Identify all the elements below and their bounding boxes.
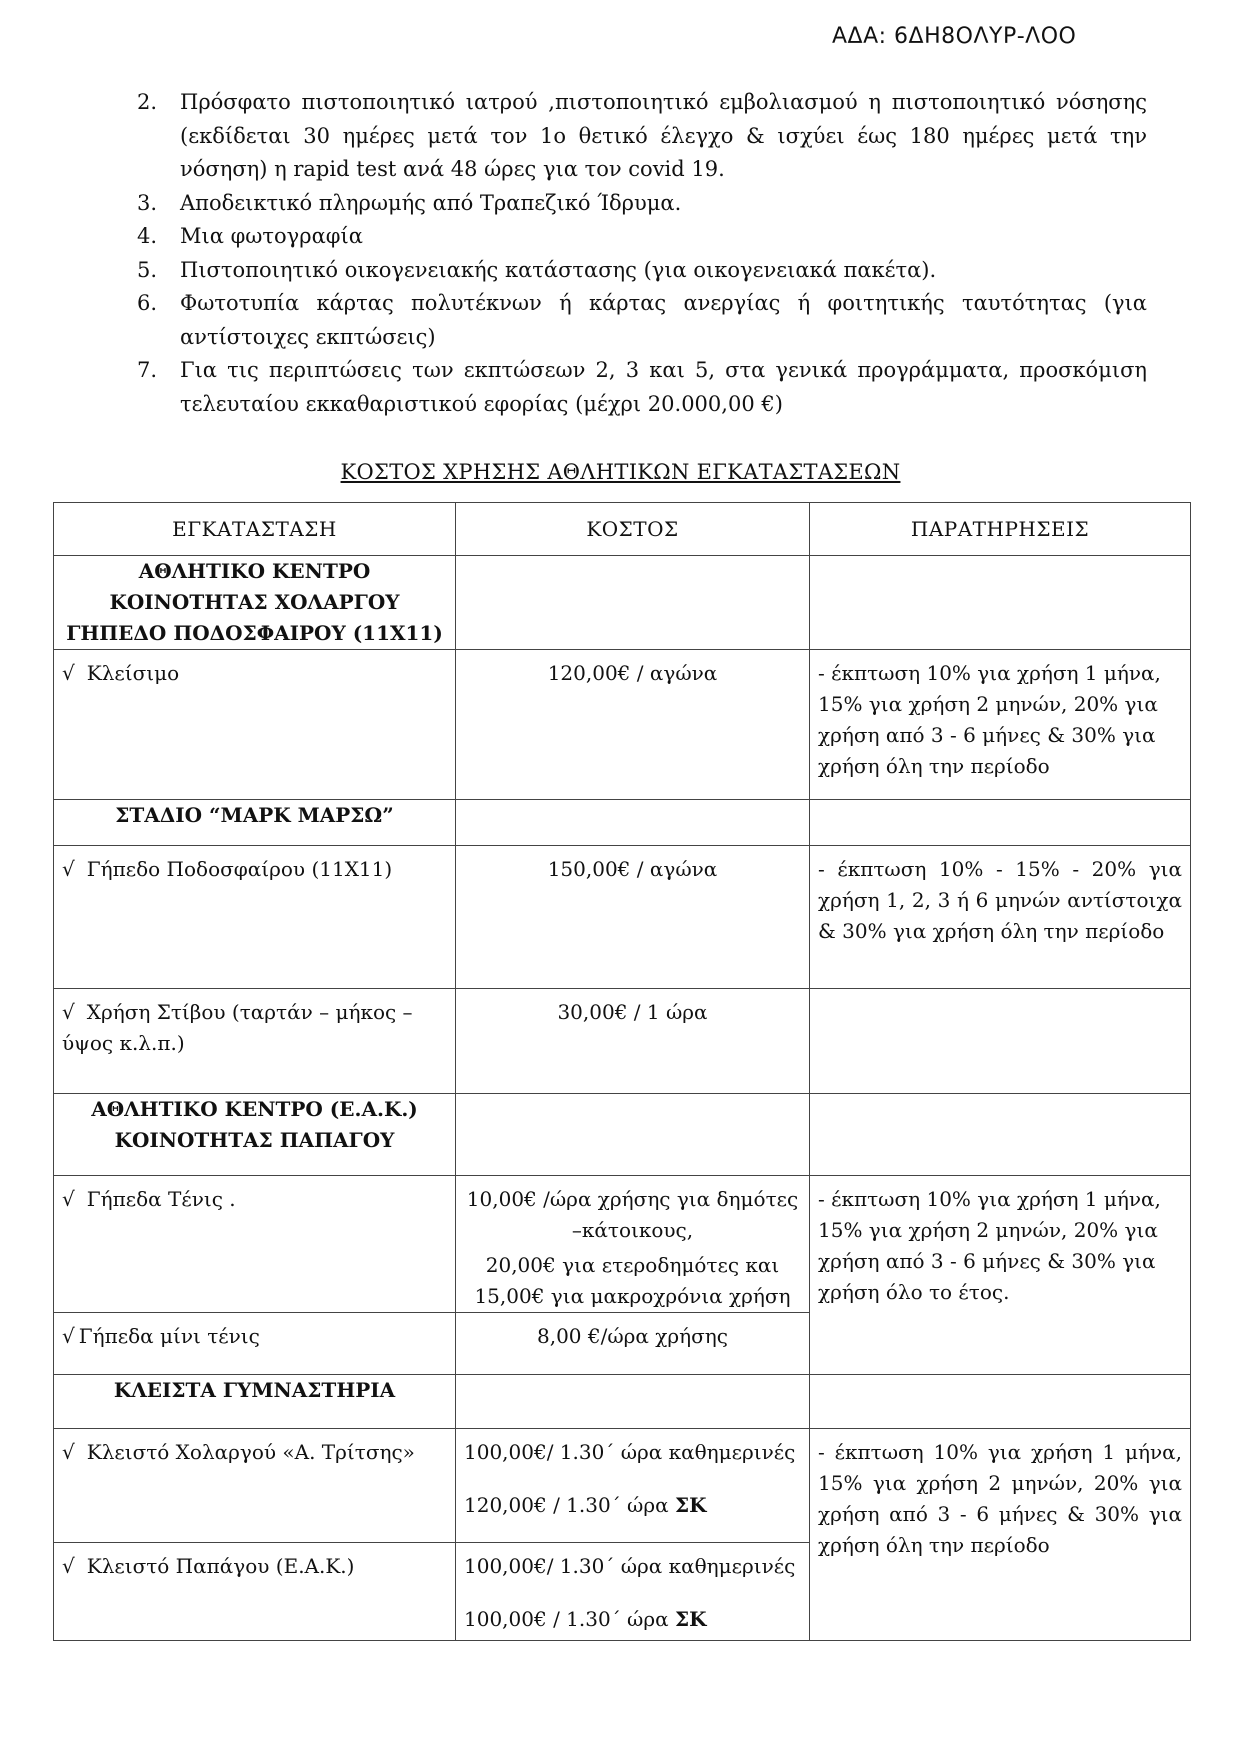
list-item <box>137 220 1147 254</box>
section-name <box>54 1094 456 1176</box>
cost-cell: 8,00 €/ώρα χρήσης <box>456 1313 810 1375</box>
cost-text: 120,00€ / 1.30΄ ώρα <box>464 1493 675 1517</box>
item-number: 6. <box>137 291 158 315</box>
check-mark: √ <box>62 661 75 685</box>
list-item <box>137 187 1147 221</box>
table-row <box>54 1429 1191 1543</box>
empty-cell <box>810 800 1191 846</box>
cost-line <box>464 1490 801 1521</box>
notes-cell: - έκπτωση 10% για χρήση 1 μήνα, 15% για χρήση 2 μηνών, 20% για χρήση από 3 - 6 μήνες & 30% για χρήση όλη την περίοδο <box>810 650 1191 800</box>
item-text: Μια φωτογραφία <box>180 224 363 248</box>
facility-cell <box>54 1176 456 1313</box>
section-name-line: ΓΗΠΕΔΟ ΠΟΔΟΣΦΑΙΡΟΥ (11Χ11) <box>66 621 443 645</box>
section-row <box>54 1094 1191 1176</box>
facility-cell <box>54 1313 456 1375</box>
cost-line: 20,00€ για ετεροδημότες και 15,00€ για μακροχρόνια χρήση <box>474 1253 791 1308</box>
cost-cell <box>456 1543 810 1641</box>
table-row <box>54 846 1191 989</box>
list-item <box>137 354 1147 421</box>
section-name: ΚΛΕΙΣΤΑ ΓΥΜΝΑΣΤΗΡΙΑ <box>54 1375 456 1429</box>
item-text: Πιστοποιητικό οικογενειακής κατάστασης (για οικογενειακά πακέτα). <box>180 257 937 282</box>
table-title: ΚΟΣΤΟΣ ΧΡΗΣΗΣ ΑΘΛΗΤΙΚΩΝ ΕΓΚΑΤΑΣΤΑΣΕΩΝ <box>340 460 901 484</box>
table-row <box>54 1176 1191 1313</box>
empty-cell <box>456 1375 810 1429</box>
header-notes: ΠΑΡΑΤΗΡΗΣΕΙΣ <box>810 503 1191 556</box>
header-cost: ΚΟΣΤΟΣ <box>456 503 810 556</box>
ada-code: ΑΔΑ: 6ΔΗ8ΟΛΥΡ-ΛΟΟ <box>832 24 1077 49</box>
header-facility: ΕΓΚΑΤΑΣΤΑΣΗ <box>54 503 456 556</box>
item-number: 5. <box>137 257 158 282</box>
empty-cell <box>456 556 810 650</box>
check-mark: √ <box>62 1187 75 1211</box>
weekend-label: ΣΚ <box>674 1607 707 1631</box>
section-name-line: ΑΘΛΗΤΙΚΟ ΚΕΝΤΡΟ <box>138 559 371 583</box>
section-row <box>54 556 1191 650</box>
item-text: Φωτοτυπία κάρτας πολυτέκνων ή κάρτας ανεργίας ή φοιτητικής ταυτότητας (για αντίστοιχες εκπτώσεις) <box>180 291 1147 349</box>
cost-cell: 120,00€ / αγώνα <box>456 650 810 800</box>
table-header-row <box>54 503 1191 556</box>
check-mark: √ <box>62 1324 75 1348</box>
cost-cell <box>456 1176 810 1313</box>
check-mark: √ <box>62 1554 75 1578</box>
facility-cell <box>54 1429 456 1543</box>
item-number: 4. <box>137 224 158 248</box>
notes-cell: - έκπτωση 10% για χρήση 1 μήνα, 15% για χρήση 2 μηνών, 20% για χρήση από 3 - 6 μήνες & 30% για χρήση όλη την περίοδο <box>810 1429 1191 1641</box>
section-name: ΣΤΑΔΙΟ “ΜΑΡΚ ΜΑΡΣΩ” <box>54 800 456 846</box>
facility-name: Γήπεδα μίνι τένις <box>78 1324 260 1348</box>
check-mark: √ <box>62 1440 75 1464</box>
table-row <box>54 650 1191 800</box>
weekend-label: ΣΚ <box>674 1493 707 1517</box>
facility-cell <box>54 989 456 1094</box>
cost-line: 10,00€ /ώρα χρήσης για δημότες –κάτοικους, <box>466 1187 799 1242</box>
section-name-line: ΚΟΙΝΟΤΗΤΑΣ ΧΟΛΑΡΓΟΥ <box>109 590 400 614</box>
requirements-list <box>137 86 1147 421</box>
facility-name: Κλειστό Χολαργού «Α. Τρίτσης» <box>86 1440 415 1464</box>
cost-line: 100,00€/ 1.30΄ ώρα καθημερινές <box>464 1554 796 1578</box>
item-number: 2. <box>137 90 158 114</box>
section-name-line: ΑΘΛΗΤΙΚΟ ΚΕΝΤΡΟ (Ε.Α.Κ.) <box>91 1097 418 1121</box>
cost-cell: 30,00€ / 1 ώρα <box>456 989 810 1094</box>
list-item <box>137 254 1147 288</box>
check-mark: √ <box>62 857 75 881</box>
facility-name: Γήπεδο Ποδοσφαίρου (11Χ11) <box>86 857 393 881</box>
section-row <box>54 800 1191 846</box>
notes-cell: - έκπτωση 10% - 15% - 20% για χρήση 1, 2, 3 ή 6 μηνών αντίστοιχα & 30% για χρήση όλη την περίοδο <box>810 846 1191 989</box>
empty-cell <box>810 1375 1191 1429</box>
facility-cell <box>54 1543 456 1641</box>
empty-cell <box>810 1094 1191 1176</box>
facility-name: Χρήση Στίβου (ταρτάν – μήκος – ύψος κ.λ.π.) <box>62 1000 413 1055</box>
list-item <box>137 86 1147 187</box>
section-name-line: ΚΟΙΝΟΤΗΤΑΣ ΠΑΠΑΓΟΥ <box>114 1128 395 1152</box>
table-row <box>54 989 1191 1094</box>
item-number: 3. <box>137 190 158 215</box>
item-number: 7. <box>137 358 158 382</box>
notes-cell: - έκπτωση 10% για χρήση 1 μήνα, 15% για χρήση 2 μηνών, 20% για χρήση από 3 - 6 μήνες & 30% για χρήση όλο το έτος. <box>810 1176 1191 1375</box>
empty-cell <box>810 556 1191 650</box>
section-name <box>54 556 456 650</box>
section-row <box>54 1375 1191 1429</box>
item-text: Αποδεικτικό πληρωμής από Τραπεζικό Ίδρυμα. <box>180 190 682 215</box>
facility-name: Γήπεδα Τένις . <box>86 1187 236 1211</box>
cost-line: 100,00€/ 1.30΄ ώρα καθημερινές <box>464 1440 796 1464</box>
cost-cell: 150,00€ / αγώνα <box>456 846 810 989</box>
cost-cell <box>456 1429 810 1543</box>
empty-cell <box>810 989 1191 1094</box>
facility-cell <box>54 650 456 800</box>
facility-name: Κλειστό Παπάγου (Ε.Α.Κ.) <box>86 1554 355 1578</box>
cost-text: 100,00€ / 1.30΄ ώρα <box>464 1607 675 1631</box>
cost-table <box>53 502 1191 1641</box>
list-item <box>137 287 1147 354</box>
facility-cell <box>54 846 456 989</box>
facility-name: Κλείσιμο <box>86 661 180 685</box>
check-mark: √ <box>62 1000 75 1024</box>
item-text: Πρόσφατο πιστοποιητικό ιατρού ,πιστοποιητικό εμβολιασμού η πιστοποιητικό νόσησης (εκδίδεται 30 ημέρες μετά τον 1ο θετικό έλεγχο & ισχύει έως 180 ημέρες μετά την νόσηση) η rapid test ανά 48 ώρες για τον covid 19. <box>180 90 1147 181</box>
empty-cell <box>456 1094 810 1176</box>
item-text: Για τις περιπτώσεις των εκπτώσεων 2, 3 και 5, στα γενικά προγράμματα, προσκόμιση τελευταίου εκκαθαριστικού εφορίας (μέχρι 20.000,00 €) <box>180 358 1147 416</box>
empty-cell <box>456 800 810 846</box>
cost-line <box>464 1604 801 1635</box>
